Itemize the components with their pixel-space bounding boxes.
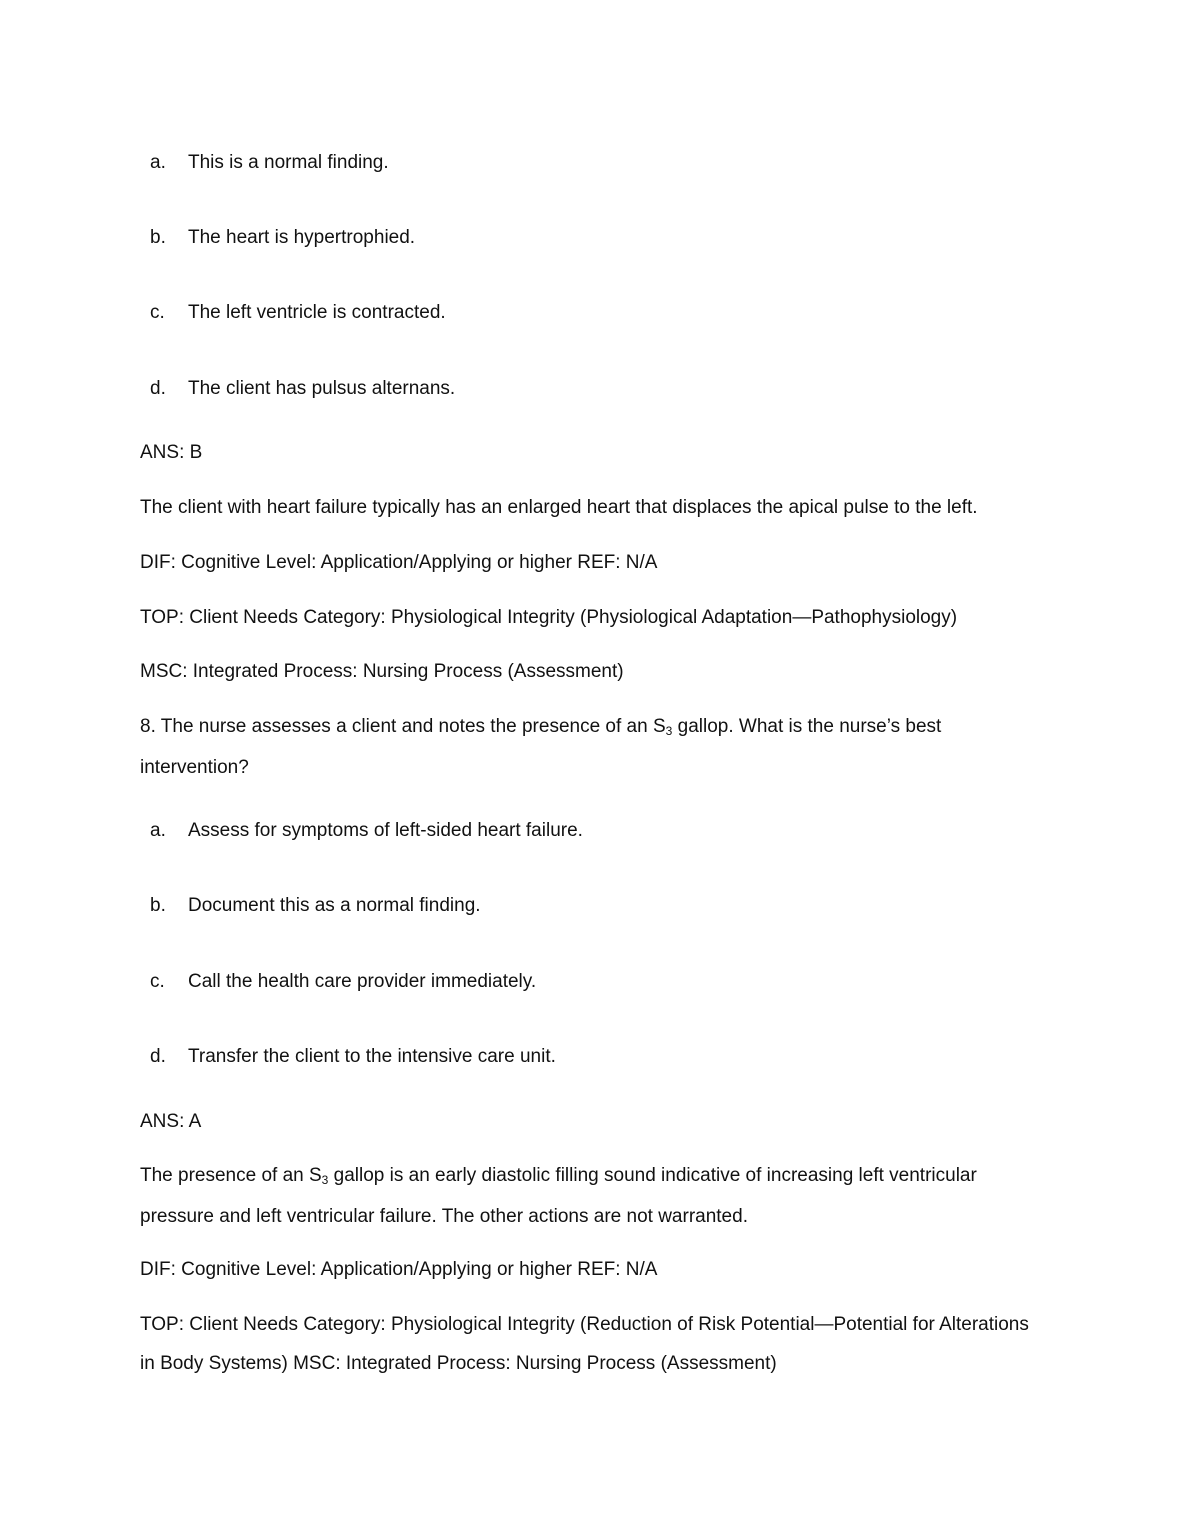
option-letter: b. xyxy=(150,895,166,916)
q7-option-a xyxy=(150,150,389,176)
q8-rationale xyxy=(140,1156,1040,1236)
option-letter: a. xyxy=(150,152,166,173)
q7-difficulty: DIF: Cognitive Level: Application/Applying or higher REF: N/A xyxy=(140,552,658,573)
q8-stem-part1: 8. The nurse assesses a client and notes the presence of an S xyxy=(140,716,666,737)
option-letter: c. xyxy=(150,971,165,992)
option-letter: c. xyxy=(150,302,165,323)
option-letter: d. xyxy=(150,1046,166,1067)
option-letter: d. xyxy=(150,378,166,399)
option-text: The left ventricle is contracted. xyxy=(188,302,446,323)
q8-rationale-part1: The presence of an S xyxy=(140,1165,322,1186)
q8-stem-part2: gallop. What is the nurse’s best intervention? xyxy=(140,716,942,778)
q8-stem xyxy=(140,707,1040,787)
q8-option-b xyxy=(150,893,481,919)
option-text: The client has pulsus alternans. xyxy=(188,378,456,399)
option-text: Document this as a normal finding. xyxy=(188,895,481,916)
q8-topic-msc: TOP: Client Needs Category: Physiological Integrity (Reduction of Risk Potential—Potential for Alterations in Body Systems) MSC: Integrated Process: Nursing Process (Assessment) xyxy=(140,1314,1029,1374)
q7-topic: TOP: Client Needs Category: Physiological Integrity (Physiological Adaptation—Pathophysiology) xyxy=(140,607,958,628)
option-text: This is a normal finding. xyxy=(188,152,389,173)
option-text: Call the health care provider immediately. xyxy=(188,971,537,992)
q7-rationale: The client with heart failure typically has an enlarged heart that displaces the apical pulse to the left. xyxy=(140,497,978,518)
option-text: The heart is hypertrophied. xyxy=(188,227,416,248)
q7-option-c xyxy=(150,300,446,326)
q8-option-a xyxy=(150,818,583,844)
q8-difficulty: DIF: Cognitive Level: Application/Applying or higher REF: N/A xyxy=(140,1259,658,1280)
q7-option-d xyxy=(150,376,455,402)
option-letter: b. xyxy=(150,227,166,248)
option-text: Transfer the client to the intensive care unit. xyxy=(188,1046,556,1067)
option-text: Assess for symptoms of left-sided heart failure. xyxy=(188,820,583,841)
q8-rationale-subscript: 3 xyxy=(321,1173,329,1187)
q8-stem-subscript: 3 xyxy=(665,724,673,738)
q7-answer: ANS: B xyxy=(140,442,203,463)
q8-answer: ANS: A xyxy=(140,1111,202,1132)
q7-msc: MSC: Integrated Process: Nursing Process (Assessment) xyxy=(140,661,624,682)
q8-rationale-part2: gallop is an early diastolic filling sound indicative of increasing left ventricular pressure and left ventricular failure. The other actions are not warranted. xyxy=(140,1165,977,1227)
q8-option-d xyxy=(150,1044,556,1070)
q8-option-c xyxy=(150,969,536,995)
q7-option-b xyxy=(150,225,415,251)
option-letter: a. xyxy=(150,820,166,841)
